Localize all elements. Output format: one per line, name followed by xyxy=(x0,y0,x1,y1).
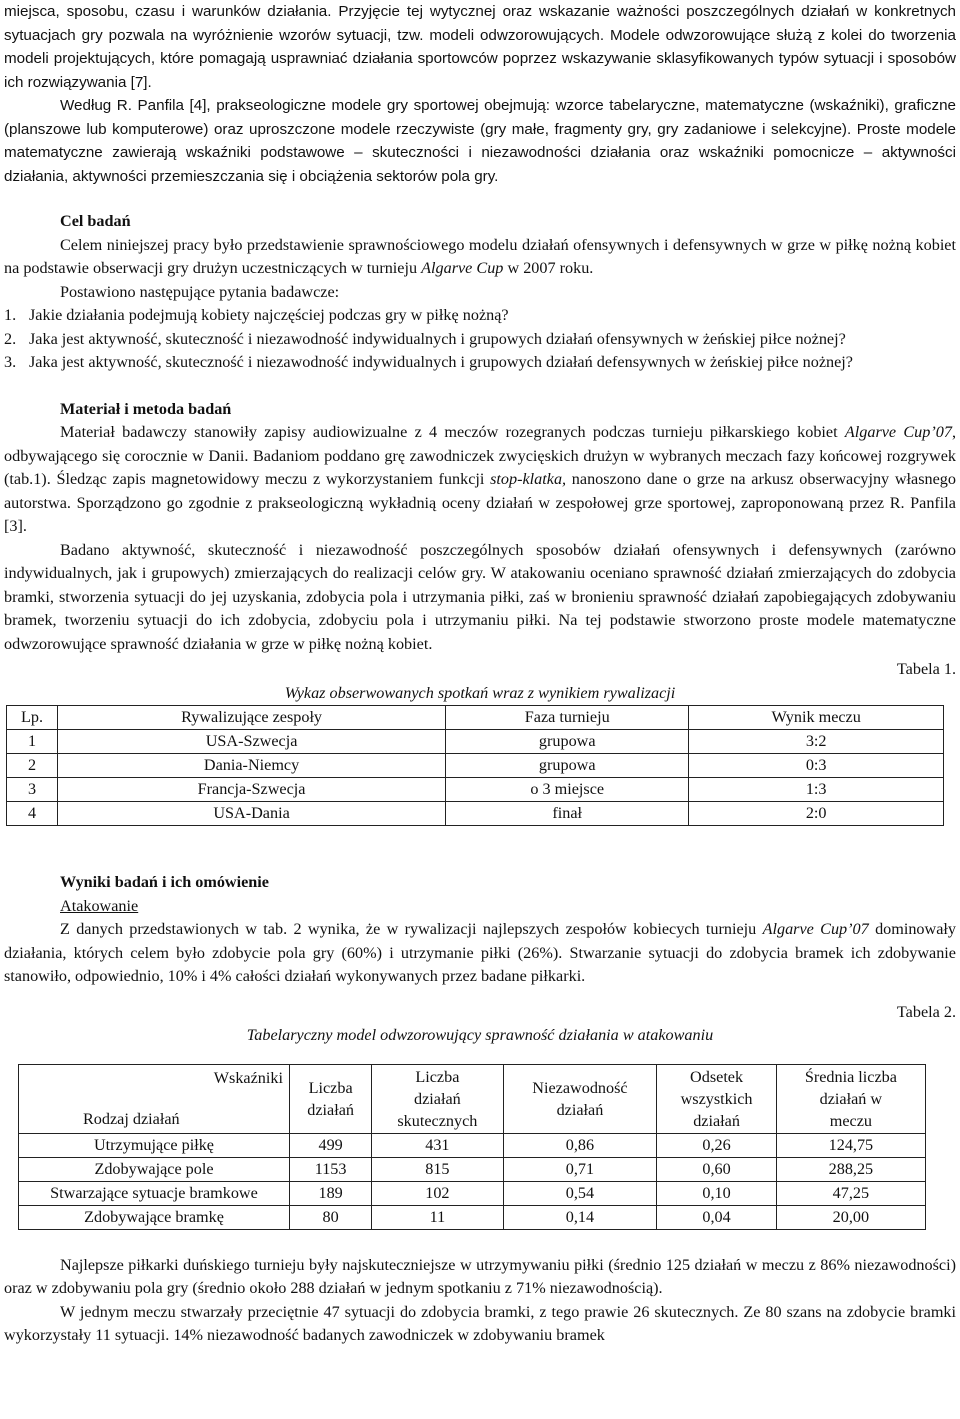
column-header xyxy=(776,1064,925,1133)
question-text: Jaka jest aktywność, skuteczność i niezawodność indywidualnych i grupowych działań ofensywnych w żeńskiej piłce nożnej? xyxy=(29,329,846,348)
material-text-2: , odbywającego się corocznie w Danii. Badaniom poddano grę zawodniczek zwycięskich drużyn w wybranych meczach fazy końcowej rozgrywek (tab.1). Śledząc zapis magnetowidowy meczu z wykorzystaniem funkcji xyxy=(4,423,956,488)
table-cell: 189 xyxy=(290,1181,372,1205)
table-cell: 499 xyxy=(290,1133,372,1157)
table-row xyxy=(7,778,944,802)
column-header: Rywalizujące zespoły xyxy=(58,706,446,730)
table-cell: 0,26 xyxy=(657,1133,776,1157)
table-cell: 80 xyxy=(290,1205,372,1229)
table-cell: 1153 xyxy=(290,1157,372,1181)
table-cell: 431 xyxy=(372,1133,503,1157)
table-cell: 0,54 xyxy=(503,1181,657,1205)
table-cell: USA-Dania xyxy=(58,802,446,826)
table-cell: 0,86 xyxy=(503,1133,657,1157)
table-cell: grupowa xyxy=(446,730,689,754)
column-header-line: skutecznych xyxy=(397,1111,478,1130)
matches-table xyxy=(6,705,944,826)
header-indicators: Wskaźniki xyxy=(213,1068,283,1087)
table-cell: USA-Szwecja xyxy=(58,730,446,754)
material-text-italic: Algarve Cup’07 xyxy=(844,423,952,441)
table-cell: 0,71 xyxy=(503,1157,657,1181)
closing-paragraph-1: Najlepsze piłkarki duńskiego turnieju były najskuteczniejsze w utrzymywaniu piłki (średnio 125 działań w meczu z 86% niezawodności) oraz w zdobywaniu pola gry (średnio około 288 działań w jednym spotkaniu z 71% niezawodnością). xyxy=(4,1255,956,1297)
table-cell: 124,75 xyxy=(776,1133,925,1157)
question-number: 1. xyxy=(4,306,17,324)
row-label: Zdobywające bramkę xyxy=(19,1205,290,1229)
row-label: Utrzymujące piłkę xyxy=(19,1133,290,1157)
table-cell: Dania-Niemcy xyxy=(58,754,446,778)
table-cell: grupowa xyxy=(446,754,689,778)
table-cell: 2 xyxy=(7,754,58,778)
table-header-row xyxy=(7,706,944,730)
questions-list xyxy=(4,304,956,375)
column-header: Faza turnieju xyxy=(446,706,689,730)
table-cell: Francja-Szwecja xyxy=(58,778,446,802)
column-header-line: Niezawodność xyxy=(532,1078,628,1097)
table-cell: 3 xyxy=(7,778,58,802)
column-header-line: działań xyxy=(556,1100,604,1119)
question-text: Jakie działania podejmują kobiety najczęściej podczas gry w piłkę nożną? xyxy=(29,306,509,324)
spacer xyxy=(4,188,956,210)
subheading-atakowanie: Atakowanie xyxy=(60,896,139,915)
wyniki-text-2: dominowały działania, których celem było zdobycie pola gry (60%) i utrzymanie piłki (26%). Stwarzanie sytuacji do zdobycia bramek ich zdobywanie stanowiło, odpowiednio, 10% i 4% całości działań wykonywanych przez badane piłkarki. xyxy=(4,920,956,985)
table-cell: 0,04 xyxy=(657,1205,776,1229)
row-label: Stwarzające sytuacje bramkowe xyxy=(19,1181,290,1205)
table-cell: 288,25 xyxy=(776,1157,925,1181)
section-heading-wyniki: Wyniki badań i ich omówienie xyxy=(60,873,269,891)
column-header-line: Średnia liczba xyxy=(804,1067,897,1086)
question-item xyxy=(4,351,956,375)
table-cell: 815 xyxy=(372,1157,503,1181)
diagonal-header-cell xyxy=(19,1064,290,1133)
cel-text: Celem niniejszej pracy było przedstawienie sprawnościowego modelu działań ofensywnych i defensywnych w grze w piłkę nożną kobiet na podstawie obserwacji gry drużyn uczestniczących w turnieju xyxy=(4,235,956,277)
table-row xyxy=(19,1181,926,1205)
cel-paragraph xyxy=(4,234,956,281)
question-item xyxy=(4,304,956,328)
material-text-3: nanoszono dane o grze na arkusz obserwacyjny własnego autorstwa. Sporządzono go zgodnie z prakseologiczną wykładnią oceny działań w zespołowej grze sportowej, zaproponowaną przez R. Panfila [3]. xyxy=(4,470,956,535)
row-label: Zdobywające pole xyxy=(19,1157,290,1181)
column-header: Lp. xyxy=(7,706,58,730)
table-row xyxy=(7,754,944,778)
column-header xyxy=(503,1064,657,1133)
wyniki-paragraph xyxy=(4,918,956,989)
table2-label: Tabela 2. xyxy=(896,1002,956,1021)
table-cell: 47,25 xyxy=(776,1181,925,1205)
wyniki-text-italic: Algarve Cup’07 xyxy=(762,920,869,938)
material-paragraph xyxy=(4,421,956,539)
table-cell: 20,00 xyxy=(776,1205,925,1229)
section-heading-material: Materiał i metoda badań xyxy=(60,399,232,418)
column-header-line: działań xyxy=(307,1100,354,1119)
column-header-line: działań xyxy=(414,1089,461,1108)
section-heading-cel: Cel badań xyxy=(60,212,131,230)
table-row xyxy=(7,802,944,826)
table-row xyxy=(7,730,944,754)
column-header-line: Liczba xyxy=(308,1078,353,1097)
column-header-line: działań w xyxy=(819,1089,883,1108)
table1-caption: Wykaz obserwowanych spotkań wraz z wynikiem rywalizacji xyxy=(284,683,676,702)
column-header xyxy=(657,1064,776,1133)
spacer xyxy=(4,826,956,871)
praxeology-paragraph: Według R. Panfila [4], prakseologiczne modele gry sportowej obejmują: wzorce tabelaryczne, matematyczne (wskaźniki), graficzne (planszowe lub komputerowe) oraz uproszczone modele rzeczywiste (gry małe, fragmenty gry, gry zadaniowe i selekcyjne). Proste modele matematyczne zawierają wskaźniki podstawowe – skuteczności i niezawodności działania oraz wskaźniki pomocnicze – aktywności działania, aktywności przemieszczania się i obciążenia sektorów pola gry. xyxy=(4,97,956,185)
table-cell: 0,14 xyxy=(503,1205,657,1229)
table-cell: o 3 miejsce xyxy=(446,778,689,802)
table-cell: 0,60 xyxy=(657,1157,776,1181)
cel-text-italic: Algarve Cup xyxy=(421,259,504,277)
material-text: Materiał badawczy stanowiły zapisy audiowizualne z 4 meczów rozegranych podczas turnieju piłkarskiego kobiet xyxy=(60,423,845,441)
table-cell: finał xyxy=(446,802,689,826)
table-header-row xyxy=(19,1064,926,1133)
table1-label: Tabela 1. xyxy=(896,660,956,678)
question-item xyxy=(4,328,956,352)
table-cell: 4 xyxy=(7,802,58,826)
header-action-type: Rodzaj działań xyxy=(83,1109,180,1128)
table-cell: 0,10 xyxy=(657,1181,776,1205)
column-header-line: meczu xyxy=(829,1111,872,1130)
table-cell: 0:3 xyxy=(689,754,944,778)
column-header xyxy=(372,1064,503,1133)
table-cell: 102 xyxy=(372,1181,503,1205)
table-cell: 2:0 xyxy=(689,802,944,826)
question-number: 3. xyxy=(4,353,17,371)
column-header-line: działań xyxy=(693,1111,740,1130)
material-text-italic-2: stop-klatka, xyxy=(490,470,567,488)
table-row xyxy=(19,1205,926,1229)
table-cell: 11 xyxy=(372,1205,503,1229)
column-header: Wynik meczu xyxy=(689,706,944,730)
table-cell: 1:3 xyxy=(689,778,944,802)
table-row xyxy=(19,1157,926,1181)
attack-model-table xyxy=(18,1064,926,1230)
column-header-line: wszystkich xyxy=(680,1089,753,1108)
table-cell: 3:2 xyxy=(689,730,944,754)
question-text: Jaka jest aktywność, skuteczność i niezawodność indywidualnych i grupowych działań defensywnych w żeńskiej piłce nożnej? xyxy=(29,353,853,371)
question-number: 2. xyxy=(4,329,17,348)
table-cell: 1 xyxy=(7,730,58,754)
table-row xyxy=(19,1133,926,1157)
intro-paragraph: miejsca, sposobu, czasu i warunków działania. Przyjęcie tej wytycznej oraz wskazanie ważności poszczególnych działań w konkretnych sytuacjach gry pozwala na wyróżnienie wzorów sytuacji, tzw. modeli odwzorowujących. Modele odwzorowujące służą z kolei do tworzenia modeli projektujących, które pomagają usprawniać działania sportowców poprzez wskazywanie sklasyfikowanych typów sytuacji i sposobów ich rozwiązywania [7]. xyxy=(4,3,956,91)
method-paragraph: Badano aktywność, skuteczność i niezawodność poszczególnych sposobów działań ofensywnych i defensywnych (zarówno indywidualnych, jak i grupowych) zmierzających do realizacji celów gry. W atakowaniu oceniano sprawność działań zmierzających do zdobycia bramki, stworzenia sytuacji do jej uzyskania, zdobycia pola i utrzymania piłki, zaś w bronieniu sprawność działań zapobiegających zdobywaniu bramek, tworzeniu sytuacji do ich zdobycia, zdobyciu pola i utrzymaniu piłki. Na tej podstawie stworzono proste modele matematyczne odwzorowujące sprawność działania w grze w piłkę nożną kobiet. xyxy=(4,540,956,653)
questions-intro: Postawiono następujące pytania badawcze: xyxy=(60,282,340,301)
cel-text-end: w 2007 roku. xyxy=(503,259,594,277)
table2-caption: Tabelaryczny model odwzorowujący sprawność działania w atakowaniu xyxy=(246,1026,714,1044)
column-header-line: Odsetek xyxy=(690,1067,744,1086)
column-header xyxy=(290,1064,372,1133)
spacer xyxy=(4,375,956,398)
closing-paragraph-2: W jednym meczu stwarzały przeciętnie 47 sytuacji do zdobycia bramki, z tego prawie 26 skutecznych. Ze 80 szans na zdobycie bramki wykorzystały 11 sytuacji. 14% niezawodność badanych zawodniczek w zdobywaniu bramek xyxy=(4,1302,956,1344)
column-header-line: Liczba xyxy=(415,1067,460,1086)
document-page xyxy=(4,0,956,1348)
spacer xyxy=(4,1230,956,1254)
wyniki-text: Z danych przedstawionych w tab. 2 wynika, że w rywalizacji najlepszych zespołów kobiecych turnieju xyxy=(60,920,763,938)
